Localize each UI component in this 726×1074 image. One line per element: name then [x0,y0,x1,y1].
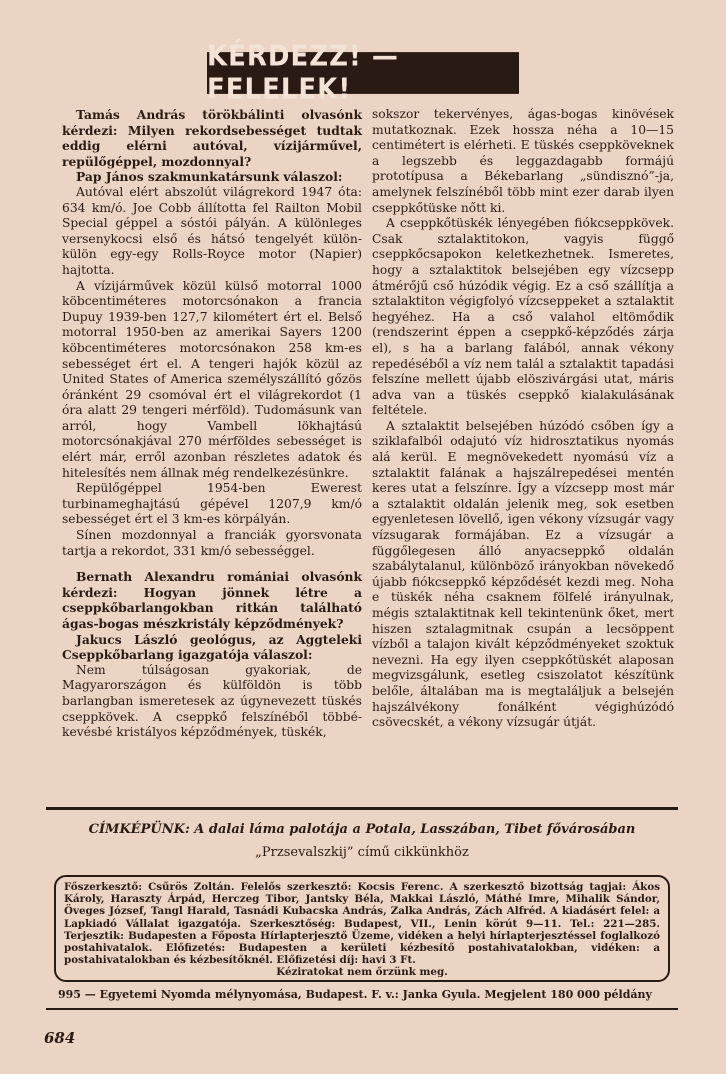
cover-caption-reference: „Przsevalszkij” című cikkünkhöz [255,845,469,860]
imprint-closing: Kéziratokat nem őrzünk meg. [276,966,448,979]
body-paragraph: Autóval elért abszolút világrekord 1947 óta: 634 km/ó. Joe Cobb állította fel Railton Mobil Special géppel a sóstói pályán. A különleges versenykocsi első és hátsó tengelyét külön-külön egy-egy Rolls-Royce motor (Napier) hajtotta. [62,184,362,277]
divider [46,807,678,810]
page-title: KÉRDEZZ! — FELELEK! [207,52,519,94]
cover-caption: CÍMKÉPÜNK: A dalai láma palotája a Potala, Lasszában, Tibet fővárosában [88,822,636,837]
body-paragraph: sokszor tekervényes, ágas-bogas kinövések mutatkoznak. Ezek hossza néha a 10—15 centimétert is elérheti. E tüskés cseppköveknek a legszebb és leggazdagabb formájú prototípusa a Békebarlang „sündisznó”-ja, amelynek felszínéből több mint ezer darab ilyen cseppkőtüske nőtt ki. [372,107,674,215]
body-paragraph: A vízijárművek közül külső motorral 1000 köbcentiméteres motorcsónakon a francia Dupuy 1939-ben 127,7 kilométert ért el. Belső motorral 1950-ben az amerikai Sayers 1200 köbcentiméteres motorcsónakon 258 km-es sebességet ért el. A tengeri hajók közül az United States of America személyszállító gőzös óránként 29 csomóval ért el világrekordot (1 óra alatt 29 tengeri mérföld). Tudomásunk van arról, hogy Vambell lökhajtású motorcsónakjával 270 mérföldes sebességet is elért már, erről azonban részletes adatok és hitelesítés nem állnak még rendelkezésünkre. [62,278,362,480]
question-paragraph: Tamás András törökbálinti olvasónk kérdezi: Milyen rekordsebességet tudtak eddig elérni autóval, vízijárművel, repülőgéppel, mozdonnyal? [62,107,362,169]
body-paragraph: Repülőgéppel 1954-ben Ewerest turbinameghajtású gépével 1207,9 km/ó sebességet ért el 3 km-es körpályán. [62,481,362,527]
body-paragraph: Sínen mozdonnyal a franciák gyorsvonata tartja a rekordot, 331 km/ó sebességgel. [62,528,362,558]
answer-intro: Jakucs László geológus, az Aggteleki Cseppkőbarlang igazgatója válaszol: [62,631,362,663]
footer-divider [46,1008,678,1010]
body-paragraph: A sztalaktit belsejében húzódó csőben így a sziklafalból odajutó víz hidrosztatikus nyomás alá kerül. E megnövekedett nyomású víz a sztalaktit falának a hajszálrepedései mentén keres utat a felszínre. Így a vízcsepp most már a sztalaktit oldalán jelenik meg, sok esetben egyenletesen lövellő, igen vékony vízsugár vagy vízsugarak formájában. Ez a vízsugár a függőlegesen álló anyacseppkő oldalán szabálytalanul, különböző irányokban növekedő újabb fiókcseppkő képződését kezdi meg. Noha e tüskék néha csaknem fölfelé irányulnak, mégis sztalaktitnak kell tekintenünk őket, mert hiszen sztalagmitnak csupán a lecsöppent vízből a talajon kivált képződményeket szoktuk nevezni. Ha egy ilyen cseppkőtüskét alaposan megvizsgálunk, esetleg csiszolatot készítünk belőle, általában ma is megtaláljuk a belsején hajszálvékony fonálként végighúzódó csövecskét, a vékony vízsugár útját. [372,418,674,730]
body-paragraph: A cseppkőtüskék lényegében fiókcseppkövek. Csak sztalaktitokon, vagyis függő cseppkőcsapokon keletkezhetnek. Ismeretes, hogy a sztalaktitok belsejében egy vízcsepp átmérőjű cső húzódik végig. Ez a cső szállítja a sztalaktiton végigfolyó vízcseppeket a sztalaktit hegyéhez. Ha a cső valahol eltömődik (rendszerint éppen a cseppkő-képződés zárja el), s ha a barlang falából, annak vékony repedéséből a víz nem talál a sztalaktit tapadási felszíne mellett újabb elöszivárgási utat, máris adva van a tüskés cseppkő kialakulásának feltétele. [372,216,674,418]
body-paragraph: Nem túlságosan gyakoriak, de Magyarországon és külföldön is több barlangban ismeretesek az úgynevezett tüskés cseppkövek. A cseppkő felszínéből többé-kevésbé kristályos képződmények, tüskék, [62,662,362,740]
printer-line: 995 — Egyetemi Nyomda mélynyomása, Budapest. F. v.: Janka Gyula. Megjelent 180 000 példány [58,988,652,1001]
right-column [372,107,674,731]
imprint-box [54,875,670,982]
left-column [62,107,362,741]
question-paragraph: Bernath Alexandru romániai olvasónk kérdezi: Hogyan jönnek létre a cseppkőbarlangokban ritkán található ágas-bogas mészkristály képződmények? [62,569,362,631]
page-number: 684 [44,1029,76,1047]
answer-intro: Pap János szakmunkatársunk válaszol: [76,169,343,185]
imprint-text: Főszerkesztő: Csűrös Zoltán. Felelős szerkesztő: Kocsis Ferenc. A szerkesztő bizottság tagjai: Ákos Károly, Haraszty Árpád, Herczeg Tibor, Jantsky Béla, Makkai László, Máthé Imre, Mihalik Sándor, Öveges József, Tangl Harald, Tasnádi Kubacska András, Zalka András, Zách Alfréd. A kiadásért felel: a Lapkiadó Vállalat igazgatója. Szerkesztőség: Budapest, VII., Lenin körút 9—11. Tel.: 221—285. Terjesztik: Budapesten a Főposta Hírlapterjesztő Üzeme, vidéken a helyi hírlapterjesztéssel foglalkozó postahivatalok. Előfizetés: Budapesten a kerületi kézbesítő postahivatalokban, vidéken: a postahivatalokban és kézbesítőknél. Előfizetési díj: havi 3 Ft. [64,881,660,967]
